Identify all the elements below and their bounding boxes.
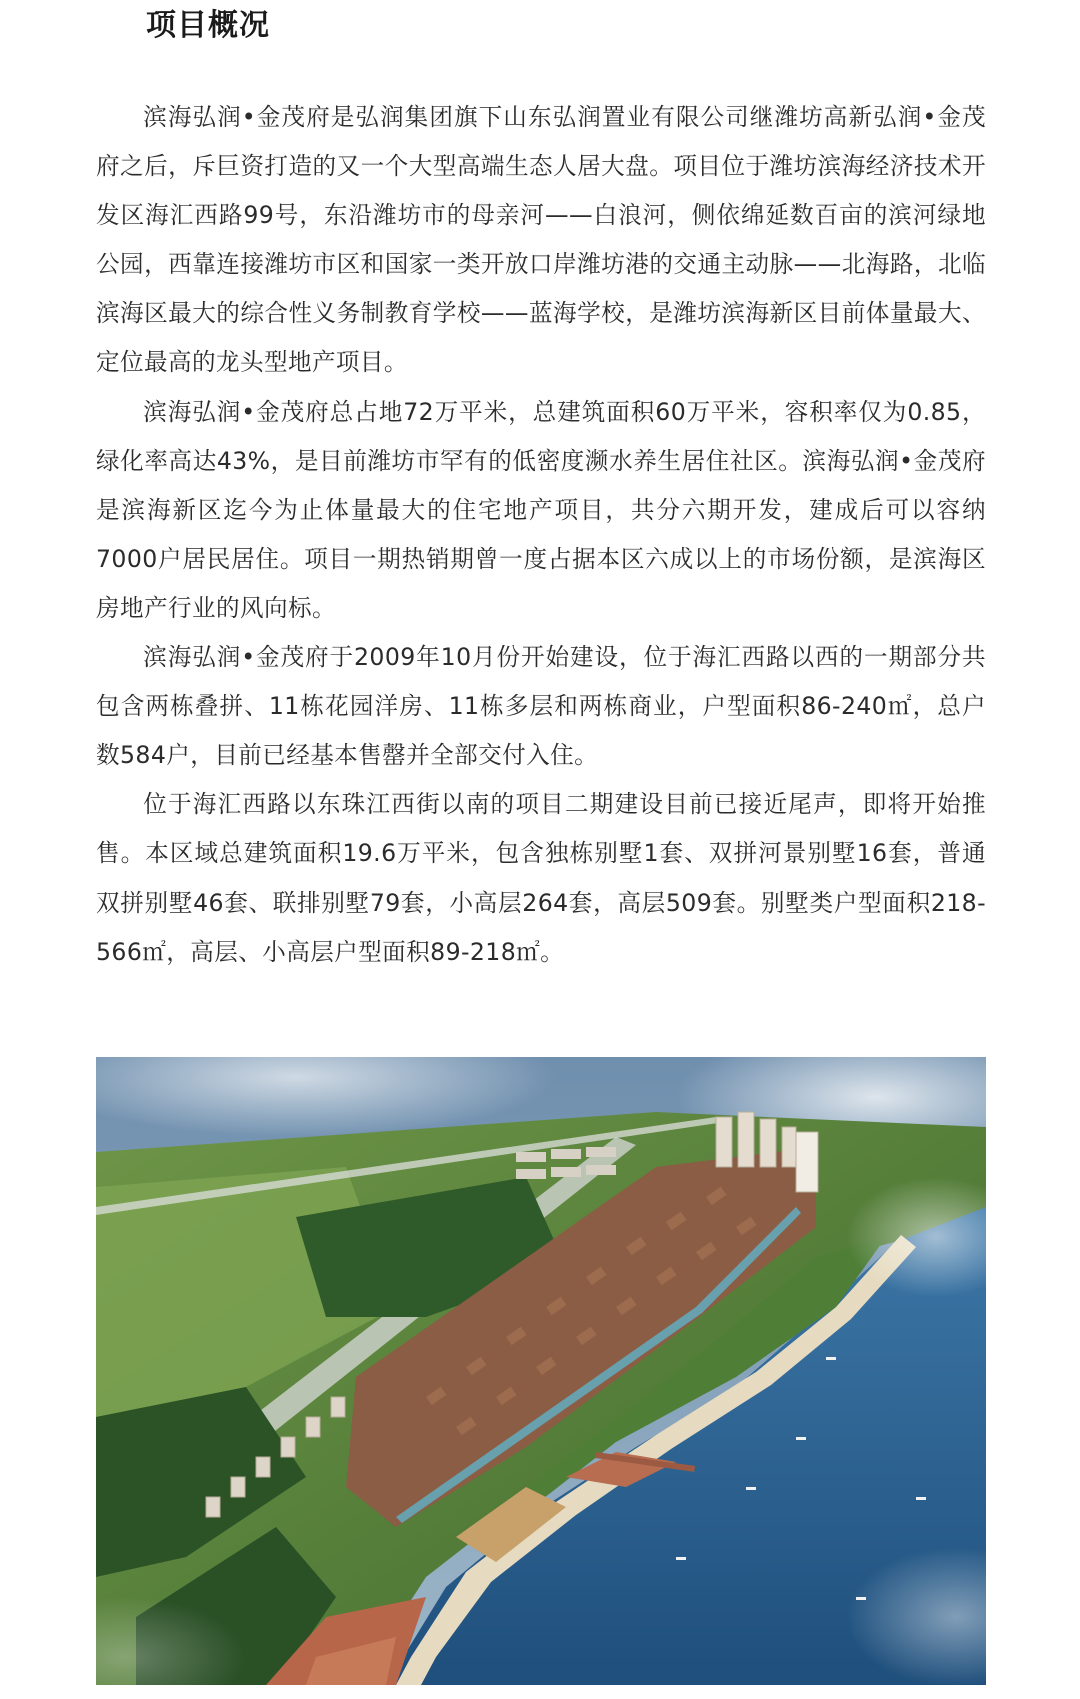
paragraph-phase-two: 位于海汇西路以东珠江西街以南的项目二期建设目前已接近尾声，即将开始推售。本区域总建筑面积19.6万平米，包含独栋别墅1套、双拼河景别墅16套，普通双拼别墅46套、联排别墅79套，小高层264套，高层509套。别墅类户型面积218-566㎡，高层、小高层户型面积89-218㎡。 bbox=[96, 790, 986, 966]
paragraph-scale: 滨海弘润•金茂府总占地72万平米，总建筑面积60万平米，容积率仅为0.85，绿化率高达43%，是目前潍坊市罕有的低密度濒水养生居住社区。滨海弘润•金茂府是滨海新区迄今为止体量最大的住宅地产项目，共分六期开发，建成后可以容纳7000户居民居住。项目一期热销期曾一度占据本区六成以上的市场份额，是滨海区房地产行业的风向标。 bbox=[96, 397, 986, 622]
aerial-rendering-illustration bbox=[96, 1057, 986, 1685]
paragraph-phase-one: 滨海弘润•金茂府于2009年10月份开始建设，位于海汇西路以西的一期部分共包含两栋叠拼、11栋花园洋房、11栋多层和两栋商业，户型面积86-240㎡，总户数584户，目前已经基本售罄并全部交付入住。 bbox=[96, 643, 986, 770]
project-description bbox=[96, 93, 986, 977]
paragraph-overview: 滨海弘润•金茂府是弘润集团旗下山东弘润置业有限公司继潍坊高新弘润•金茂府之后，斥巨资打造的又一个大型高端生态人居大盘。项目位于潍坊滨海经济技术开发区海汇西路99号，东沿潍坊市的母亲河——白浪河，侧依绵延数百亩的滨河绿地公园，西靠连接潍坊市区和国家一类开放口岸潍坊港的交通主动脉——北海路，北临滨海区最大的综合性义务制教育学校——蓝海学校，是潍坊滨海新区目前体量最大、定位最高的龙头型地产项目。 bbox=[96, 103, 986, 377]
section-title: 项目概况 bbox=[146, 8, 270, 43]
aerial-rendering-image bbox=[96, 1057, 986, 1685]
